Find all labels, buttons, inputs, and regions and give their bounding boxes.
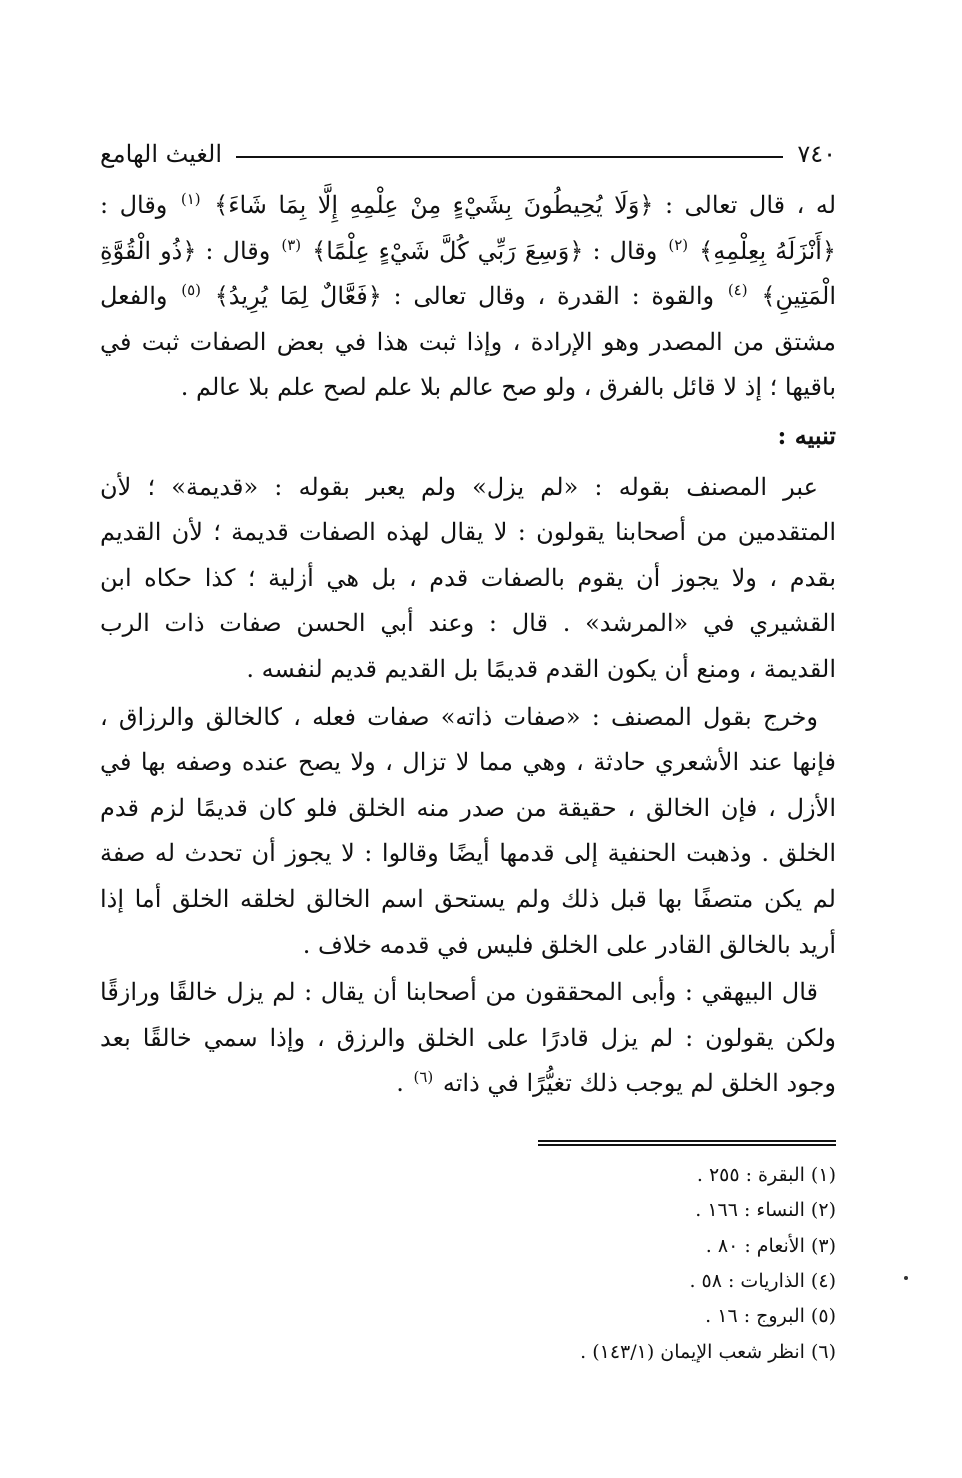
text-run: وخرج بقول المصنف : «صفات ذاته» صفات فعله ، كالخالق والرزاق ، فإنها عند الأشعري حادثة ، وهي مما لا تزال ، ولا يصح عنده وصفه بها في الأزل ، فإن الخالق ، حقيقة من صدر منه الخلق فلو كان قديمًا لزم قدم الخلق . وذهبت الحنفية إلى قدمها أيضًا وقالوا : لا يجوز أن تحدث له صفة لم يكن متصفًا بها قبل ذلك ولم يستحق اسم الخالق لخلقه الخلق أما إذا أريد بالخالق القادر على الخلق فليس في قدمه خلاف . xyxy=(100,702,836,959)
footnote-marker: (٢) xyxy=(668,235,689,254)
section-heading: تنبيه : xyxy=(777,420,836,450)
footnote-item: (٦) انظر شعب الإيمان (١٤٣/١) . xyxy=(580,1340,836,1363)
text-run: له ، قال تعالى : ﴿وَلَا يُحِيطُونَ بِشَيْءٍ مِنْ عِلْمِهِ إِلَّا بِمَا شَاءَ﴾ xyxy=(202,191,837,219)
footnote-marker: (٤) xyxy=(727,281,748,300)
body-paragraph xyxy=(100,183,836,411)
footnote-marker: (١) xyxy=(180,190,201,208)
text-run: والقوة : القدرة ، وقال تعالى : ﴿فَعَّالٌ لِمَا يُرِيدُ﴾ xyxy=(202,282,726,311)
text-run: وقال : ﴿أَنْزَلَهُ بِعِلْمِهِ﴾ xyxy=(100,191,836,265)
footnote-item: (٢) النساء : ١٦٦ . xyxy=(695,1199,836,1222)
book-title: الغيث الهامع xyxy=(100,140,222,168)
text-run: والفعل مشتق من المصدر وهو الإرادة ، وإذا ثبت هذا في بعض الصفات ثبت في باقيها ؛ إذ لا قائل بالفرق ، ولو صح عالم بلا علم لصح علم بلا عالم . xyxy=(100,282,836,402)
footnote-item: (٥) البروج : ١٦ . xyxy=(705,1305,836,1328)
header-rule xyxy=(236,156,783,158)
text-run: قال البيهقي : وأبى المحققون من أصحابنا أن يقال : لم يزل خالقًا ورازقًا ولكن يقولون : لم يزل قادرًا على الخلق والرزق ، وإذا سمي خالقًا بعد وجود الخلق لم يوجب ذلك تغيُّرًا في ذاته xyxy=(100,978,836,1098)
footnote-separator xyxy=(538,1140,836,1146)
text-run: عبر المصنف بقوله : «لم يزل» ولم يعبر بقوله : «قديمة» ؛ لأن المتقدمين من أصحابنا يقولون : لا يقال لهذه الصفات قديمة ؛ لأن القديم بقدم ، ولا يجوز أن يقوم بالصفات قدم ، بل هي أزلية ؛ كذا حكاه ابن القشيري في «المرشد» . قال : وعند أبي الحسن صفات ذات الرب القديمة ، ومنع أن يكون القدم قديمًا بل القديم قديم لنفسه . xyxy=(100,472,836,683)
footnote-item: (١) البقرة : ٢٥٥ . xyxy=(696,1164,836,1186)
page-number: ٧٤٠ xyxy=(797,140,836,168)
body-paragraph xyxy=(100,695,836,969)
body-paragraph xyxy=(100,970,836,1107)
footnotes xyxy=(480,1158,836,1370)
body-paragraph xyxy=(100,465,836,693)
page-header xyxy=(100,134,836,174)
footnote-marker: (٥) xyxy=(181,281,201,300)
text-run: . xyxy=(396,1069,412,1098)
footnote-item: (٣) الأنعام : ٨٠ . xyxy=(705,1234,836,1257)
text-run: وقال : ﴿وَسِعَ رَبِّي كُلَّ شَيْءٍ عِلْمًا﴾ xyxy=(303,236,667,265)
main-text xyxy=(100,183,836,1109)
footnote-marker: (٣) xyxy=(281,235,302,254)
text-run: وقال : ﴿ذُو الْقُوَّةِ الْمَتِينِ﴾ xyxy=(100,236,836,311)
footnote-item: (٤) الذاريات : ٥٨ . xyxy=(689,1269,836,1292)
footnote-marker: (٦) xyxy=(413,1068,434,1087)
scan-speck xyxy=(904,1276,908,1280)
